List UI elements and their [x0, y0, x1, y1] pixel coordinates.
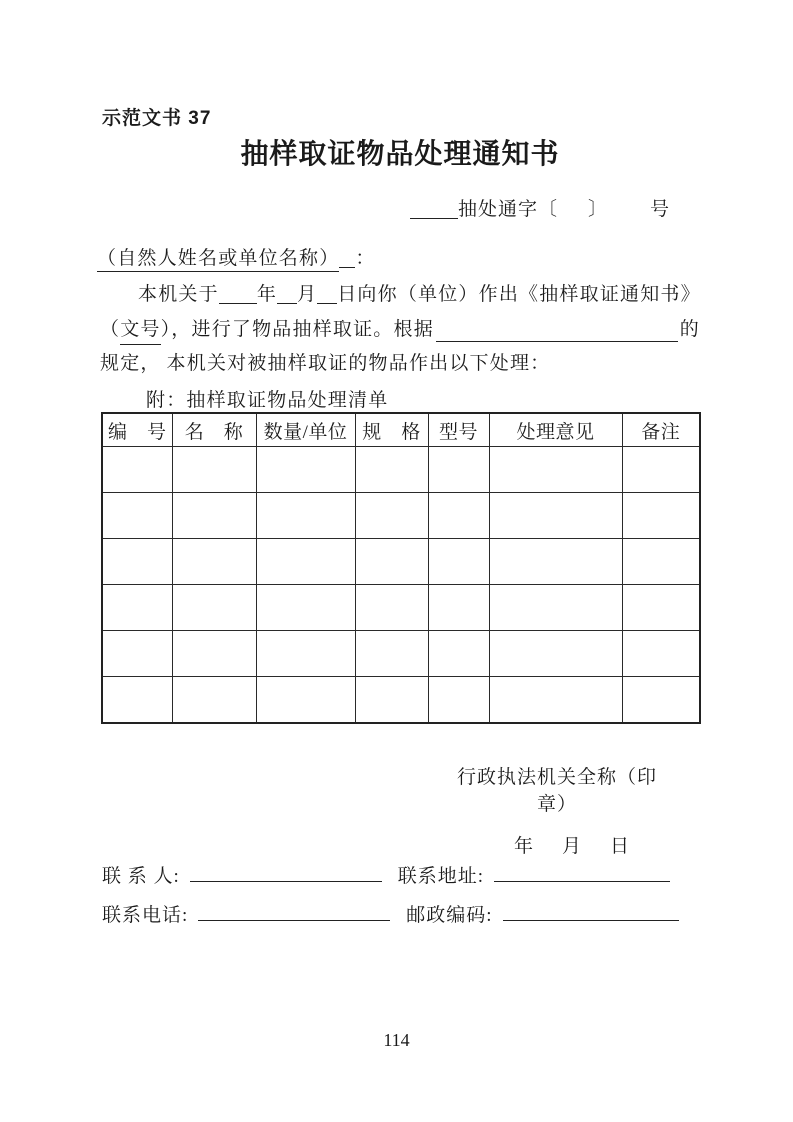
- contact-person-blank: [190, 861, 382, 882]
- table-header-row: [102, 413, 700, 447]
- table-row: [102, 493, 700, 539]
- table-cell: [622, 631, 700, 677]
- day-blank: [317, 283, 337, 304]
- doc-number-suffix: 号: [650, 199, 671, 220]
- table-cell: [355, 493, 428, 539]
- items-table: [101, 412, 701, 724]
- table-cell: [622, 539, 700, 585]
- table-cell: [428, 539, 489, 585]
- table-cell: [622, 447, 700, 493]
- contact-row-2: [102, 900, 700, 927]
- table-cell: [172, 631, 256, 677]
- table-header-cell: 备注: [622, 413, 700, 447]
- table-cell: [489, 677, 622, 724]
- table-cell: [355, 631, 428, 677]
- table-header-cell: 数量/单位: [256, 413, 355, 447]
- table-header-cell: 规 格: [355, 413, 428, 447]
- table-cell: [256, 493, 355, 539]
- contact-section: [102, 861, 700, 927]
- page-number: 114: [383, 1030, 410, 1050]
- doc-number-blank: [410, 198, 458, 219]
- attachment-note: 附：抽样取证物品处理清单: [146, 390, 389, 411]
- contact-address-blank: [494, 861, 670, 882]
- contact-phone-blank: [198, 900, 390, 921]
- addressee-colon: ：: [355, 248, 376, 269]
- p2-docref-placeholder: 文号: [120, 318, 160, 345]
- table-row: [102, 631, 700, 677]
- table-row: [102, 677, 700, 724]
- p1-intro: 本机关于: [138, 284, 219, 305]
- authority-name: 行政执法机关全称（印章）: [456, 767, 657, 815]
- table-cell: [428, 447, 489, 493]
- year-blank: [219, 283, 257, 304]
- signature-block: [442, 762, 672, 858]
- table-cell: [355, 447, 428, 493]
- p1-year: 年: [256, 284, 278, 305]
- table-cell: [256, 585, 355, 631]
- doc-number-line: [410, 194, 670, 221]
- doc-number-prefix: 抽处通字: [458, 199, 539, 220]
- table-cell: [172, 585, 256, 631]
- p1-tail: 日向你（单位）作出《抽样取证通知书》: [337, 284, 701, 305]
- table-cell: [172, 677, 256, 724]
- page-title: 抽样取证物品处理通知书: [240, 139, 560, 170]
- doc-number-close-bracket: 〕: [588, 199, 609, 220]
- table-header-cell: 名 称: [172, 413, 256, 447]
- p2-open-paren: （: [100, 319, 121, 340]
- table-cell: [489, 631, 622, 677]
- body-paragraph-3: 规定， 本机关对被抽样取证的物品作出以下处理：: [100, 353, 551, 374]
- table-cell: [256, 631, 355, 677]
- table-header-cell: 处理意见: [489, 413, 622, 447]
- table-cell: [102, 493, 172, 539]
- table-cell: [102, 585, 172, 631]
- table-cell: [102, 447, 172, 493]
- table-row: [102, 447, 700, 493]
- table-cell: [102, 631, 172, 677]
- table-cell: [172, 447, 256, 493]
- p2-mid: ），进行了物品抽样取证。根据: [160, 319, 434, 340]
- contact-postcode-label: 邮政编码:: [406, 905, 493, 926]
- document-content: [97, 0, 701, 1122]
- table-cell: [622, 493, 700, 539]
- table-header-cell: 型号: [428, 413, 489, 447]
- contact-person-label: 联 系 人:: [102, 866, 180, 887]
- table-cell: [102, 677, 172, 724]
- body-paragraph-2: [100, 318, 700, 345]
- table-cell: [428, 493, 489, 539]
- contact-phone-label: 联系电话:: [102, 905, 189, 926]
- table-cell: [355, 585, 428, 631]
- table-cell: [428, 585, 489, 631]
- doc-number-open-bracket: 〔: [538, 199, 559, 220]
- table-cell: [355, 539, 428, 585]
- table-cell: [428, 631, 489, 677]
- items-table-body: [102, 447, 700, 724]
- signature-date-line: 年 月 日: [513, 836, 634, 857]
- p2-tail: 的: [679, 319, 700, 340]
- contact-postcode-blank: [503, 900, 679, 921]
- addressee-line: [97, 243, 376, 270]
- table-cell: [428, 677, 489, 724]
- body-paragraph-1: [100, 283, 700, 307]
- table-cell: [489, 585, 622, 631]
- table-cell: [256, 447, 355, 493]
- addressee-blank: [339, 247, 355, 268]
- table-row: [102, 585, 700, 631]
- table-cell: [172, 539, 256, 585]
- contact-address-label: 联系地址:: [397, 866, 485, 887]
- table-row: [102, 539, 700, 585]
- addressee-placeholder: （自然人姓名或单位名称）: [97, 248, 339, 272]
- legal-basis-blank: [436, 341, 678, 342]
- table-cell: [622, 585, 700, 631]
- table-cell: [172, 493, 256, 539]
- doc-number-bracket-gap: [572, 199, 588, 219]
- table-cell: [489, 447, 622, 493]
- table-cell: [489, 539, 622, 585]
- doc-label: 示范文书 37: [102, 108, 212, 129]
- table-cell: [256, 539, 355, 585]
- table-cell: [102, 539, 172, 585]
- table-header-cell: 编 号: [102, 413, 172, 447]
- table-cell: [256, 677, 355, 724]
- table-cell: [355, 677, 428, 724]
- p1-month: 月: [297, 284, 318, 305]
- table-cell: [489, 493, 622, 539]
- table-cell: [622, 677, 700, 724]
- month-blank: [277, 283, 297, 304]
- contact-row-1: [102, 861, 700, 888]
